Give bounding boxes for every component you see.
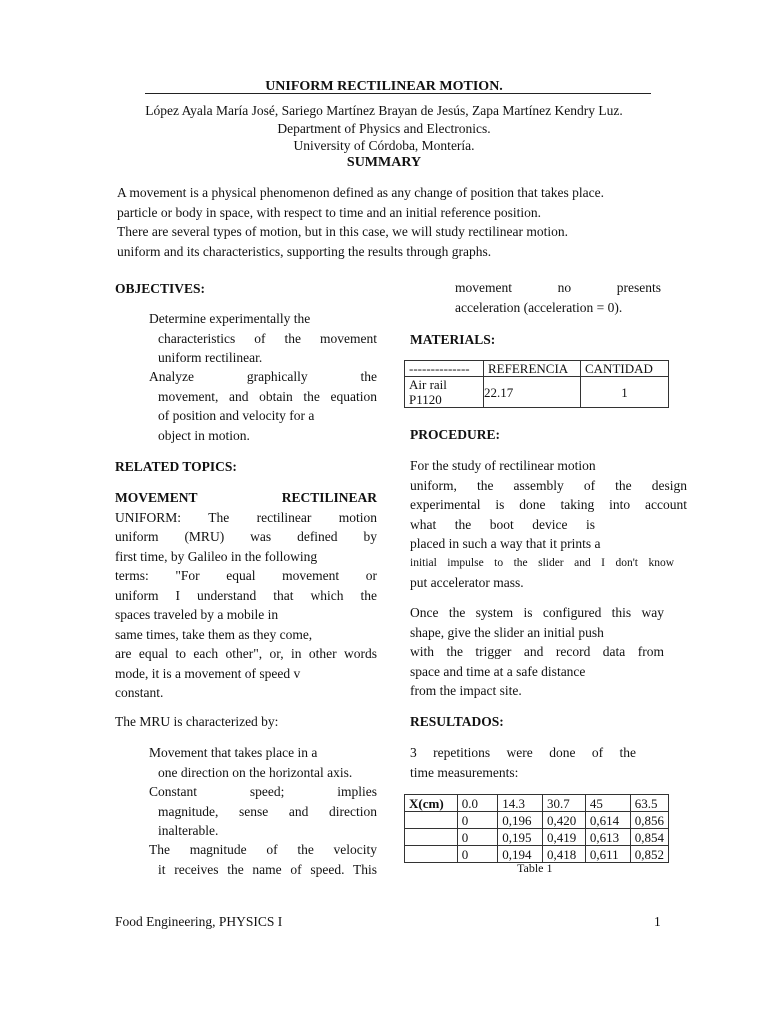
procedure-paragraph-2 xyxy=(410,603,687,701)
para-line: from the impact site. xyxy=(410,683,522,698)
bullet-line: of position and velocity for a xyxy=(158,408,315,423)
para-line: what the boot device is xyxy=(410,516,595,532)
para-line: uniform, the assembly of the design xyxy=(410,477,687,493)
bullet-line: The magnitude of the velocity xyxy=(149,842,377,857)
procedure-heading: PROCEDURE: xyxy=(410,427,500,442)
table-cell: 0,854 xyxy=(630,829,668,846)
abstract-line: A movement is a physical phenomenon defined as any change of position that takes place. xyxy=(117,185,604,200)
summary-heading: SUMMARY xyxy=(346,155,422,170)
table-cell: 0 xyxy=(457,846,498,863)
table-row xyxy=(405,829,669,846)
table-cell: 0,418 xyxy=(543,846,586,863)
para-line: are equal to each other", or, in other words xyxy=(115,646,377,661)
mru-bullet-1 xyxy=(115,743,377,782)
table-header-row xyxy=(405,361,669,377)
para-line: Once the system is configured this way xyxy=(410,605,664,620)
para-line: 3 repetitions were done of the xyxy=(410,745,636,760)
para-line: uniform I understand that which the xyxy=(115,587,377,603)
para-line: first time, by Galileo in the following xyxy=(115,548,318,564)
table-cell: 0,420 xyxy=(543,812,586,829)
para-line: with the trigger and record data from xyxy=(410,644,664,659)
bullet-line: Determine experimentally the xyxy=(149,311,311,326)
abstract xyxy=(117,183,662,261)
materials-table xyxy=(404,360,669,408)
table-cell: 14.3 xyxy=(498,795,543,812)
table-cell: 30.7 xyxy=(543,795,586,812)
bullet-line: Constant speed; implies xyxy=(149,784,377,799)
objective-bullet-2 xyxy=(115,367,377,445)
para-line: acceleration (acceleration = 0). xyxy=(455,299,623,315)
table-cell xyxy=(405,812,458,829)
para-line: MOVEMENT RECTILINEAR xyxy=(115,490,377,505)
abstract-line: uniform and its characteristics, supporting the results through graphs. xyxy=(117,243,492,259)
mru-intro: The MRU is characterized by: xyxy=(115,714,279,729)
table-cell: 0,419 xyxy=(543,829,586,846)
objective-bullet-1 xyxy=(115,309,377,368)
table-row xyxy=(405,377,669,408)
table-cell: 0,613 xyxy=(585,829,630,846)
materials-heading: MATERIALS: xyxy=(410,332,496,347)
footer-course: Food Engineering, PHYSICS I xyxy=(115,914,283,929)
table-cell: 0,196 xyxy=(498,812,543,829)
para-line: experimental is done taking into account xyxy=(410,497,687,512)
bullet-line: Analyze graphically the xyxy=(149,369,377,384)
table-cell: 0,614 xyxy=(585,812,630,829)
table-cell: 0,852 xyxy=(630,846,668,863)
para-line: terms: "For equal movement or xyxy=(115,568,377,583)
para-line: UNIFORM: The rectilinear motion xyxy=(115,509,377,525)
para-line: space and time at a safe distance xyxy=(410,663,586,679)
table-row xyxy=(405,812,669,829)
mru-definition xyxy=(115,488,377,703)
bullet-line: movement, and obtain the equation xyxy=(158,388,377,404)
university: University of Córdoba, Montería. xyxy=(293,138,475,153)
table-cell: 0.0 xyxy=(457,795,498,812)
authors: López Ayala María José, Sariego Martínez Brayan de Jesús, Zapa Martínez Kendry Luz. xyxy=(145,103,623,118)
table-cell: CANTIDAD xyxy=(581,361,669,377)
bullet-line: it receives the name of speed. This xyxy=(158,861,377,877)
para-line: constant. xyxy=(115,685,164,700)
procedure-paragraph-1 xyxy=(410,456,687,593)
para-line: spaces traveled by a mobile in xyxy=(115,607,279,622)
mru-bullet-3 xyxy=(115,840,377,879)
table-cell: 0,856 xyxy=(630,812,668,829)
table-cell: -------------- xyxy=(405,361,484,377)
para-line: movement no presents xyxy=(455,280,661,295)
abstract-line: particle or body in space, with respect to time and an initial reference position. xyxy=(117,204,541,220)
time-measurements-table xyxy=(404,794,669,863)
bullet-line: object in motion. xyxy=(158,427,250,443)
table-cell xyxy=(405,829,458,846)
para-line: initial impulse to the slider and I don't know xyxy=(410,556,674,569)
para-line: put accelerator mass. xyxy=(410,575,524,590)
table-cell: 45 xyxy=(585,795,630,812)
para-line: placed in such a way that it prints a xyxy=(410,536,601,551)
bullet-line: magnitude, sense and direction xyxy=(158,803,377,819)
para-line: mode, it is a movement of speed v xyxy=(115,665,301,681)
table-cell: 0,194 xyxy=(498,846,543,863)
table-cell: 63.5 xyxy=(630,795,668,812)
table-caption: Table 1 xyxy=(517,861,553,875)
results-heading: RESULTADOS: xyxy=(410,714,504,729)
continued-text xyxy=(455,278,661,317)
table-cell xyxy=(405,846,458,863)
table-cell: 22.17 xyxy=(484,377,581,408)
table-cell: Air rail P1120 xyxy=(405,377,484,408)
para-line: shape, give the slider an initial push xyxy=(410,624,604,640)
table-cell: X(cm) xyxy=(405,795,458,812)
table-cell: 1 xyxy=(581,377,669,408)
page-number: 1 xyxy=(654,914,661,929)
para-line: time measurements: xyxy=(410,764,519,780)
bullet-line: Movement that takes place in a xyxy=(149,745,318,760)
mru-bullet-2 xyxy=(115,782,377,841)
results-paragraph xyxy=(410,743,687,782)
department: Department of Physics and Electronics. xyxy=(277,121,491,136)
related-topics-heading: RELATED TOPICS: xyxy=(115,459,237,474)
table-header-row xyxy=(405,795,669,812)
table-cell: 0,195 xyxy=(498,829,543,846)
objectives-heading: OBJECTIVES: xyxy=(115,281,206,296)
bullet-line: inalterable. xyxy=(158,823,219,838)
abstract-line: There are several types of motion, but in this case, we will study rectilinear motion. xyxy=(117,224,568,239)
table-cell: REFERENCIA xyxy=(484,361,581,377)
title-divider xyxy=(145,93,651,94)
bullet-line: one direction on the horizontal axis. xyxy=(158,764,353,780)
para-line: same times, take them as they come, xyxy=(115,626,313,642)
table-cell: 0 xyxy=(457,812,498,829)
bullet-line: characteristics of the movement xyxy=(158,330,377,346)
bullet-line: uniform rectilinear. xyxy=(158,350,263,365)
paper-title: UNIFORM RECTILINEAR MOTION. xyxy=(265,79,503,94)
para-line: For the study of rectilinear motion xyxy=(410,458,596,473)
table-cell: 0,611 xyxy=(585,846,630,863)
para-line: uniform (MRU) was defined by xyxy=(115,529,377,544)
table-cell: 0 xyxy=(457,829,498,846)
